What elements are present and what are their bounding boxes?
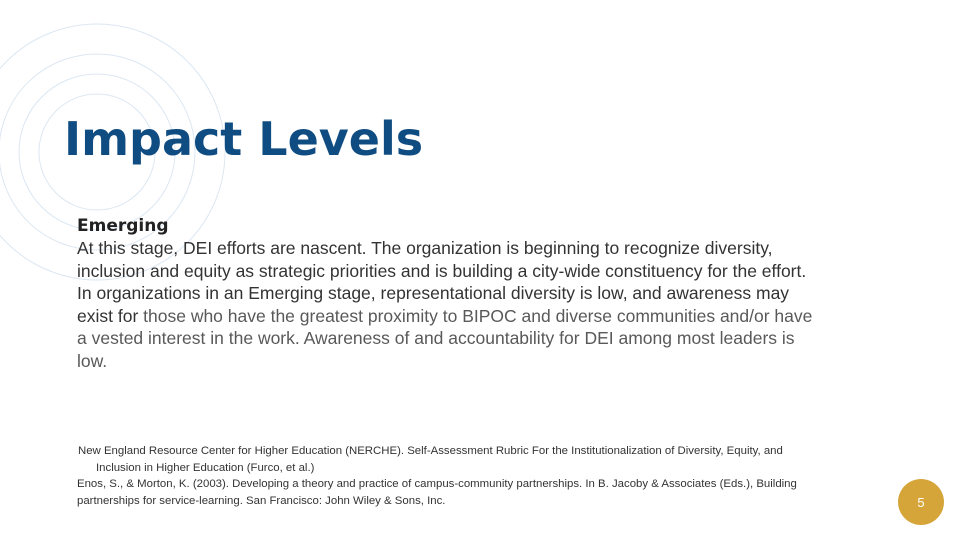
reference-item: Enos, S., & Morton, K. (2003). Developing a theory and practice of campus-community partnerships. In B. Jacoby & Associates (Eds.), Building partnerships for service-learning. San Francisco: John Wiley & Sons, Inc. [77, 478, 797, 507]
slide-title: Impact Levels [64, 112, 424, 166]
body-paragraph-light: those who have the greatest proximity to BIPOC and diverse communities and/or have a vested interest in the work. Awareness of and accountability for DEI among most leaders is low. [77, 305, 813, 371]
section-subhead: Emerging [77, 216, 169, 236]
body-paragraph-main: At this stage, DEI efforts are nascent. The organization is beginning to recognize diversity, inclusion and equity as strategic priorities and is building a city-wide constituency for the effort. In organizations in an Emerging stage, representational diversity is low, and awareness may exist for [77, 238, 807, 326]
page-number-badge: 5 [898, 479, 944, 525]
body-block [77, 216, 817, 373]
body-paragraph [77, 237, 817, 373]
references [77, 443, 817, 509]
reference-item: New England Resource Center for Higher Education (NERCHE). Self-Assessment Rubric For the Institutionalization of Diversity, Equity, and Inclusion in Higher Education (Furco, et al.) [78, 445, 783, 474]
